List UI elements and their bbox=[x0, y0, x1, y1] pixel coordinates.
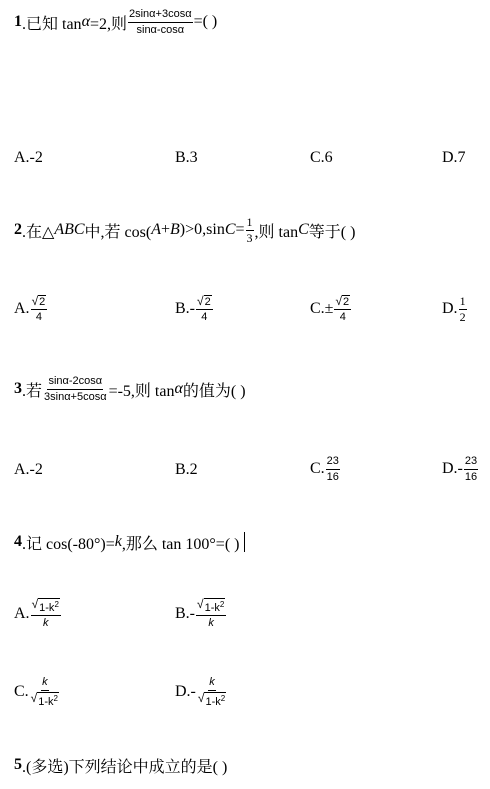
exponent: 2 bbox=[54, 600, 59, 609]
fraction-denominator: k bbox=[42, 617, 49, 629]
choice-prefix: D.- bbox=[175, 683, 196, 700]
fraction bbox=[197, 676, 227, 708]
choice-prefix: B. bbox=[175, 300, 190, 317]
choice-prefix: A. bbox=[14, 300, 30, 317]
choice-prefix: C. bbox=[14, 683, 29, 700]
radicand: 1-k bbox=[39, 602, 55, 614]
var-c: C bbox=[224, 221, 236, 238]
choice-prefix: C. bbox=[310, 300, 325, 317]
exponent: 2 bbox=[219, 600, 225, 609]
choice-a bbox=[14, 596, 62, 632]
fraction-numerator: 1 bbox=[246, 214, 253, 229]
question-5-stem bbox=[14, 754, 227, 776]
stem-text: )>0,sin bbox=[179, 221, 225, 238]
alpha-symbol: α bbox=[81, 13, 90, 30]
choice-b bbox=[175, 148, 198, 168]
stem-text: ,那么 tan 100°=( ) bbox=[121, 535, 240, 553]
fraction-denominator: 4 bbox=[201, 310, 208, 323]
fraction-denominator: k bbox=[208, 617, 214, 629]
fraction bbox=[464, 455, 478, 484]
fraction-numerator: 2sinα+3cosα bbox=[128, 8, 193, 23]
stem-text: .若 bbox=[22, 382, 43, 400]
radical bbox=[197, 691, 227, 708]
text-cursor bbox=[244, 532, 245, 552]
radical bbox=[196, 598, 226, 616]
stem-text: .记 cos(-80°)= bbox=[22, 535, 115, 553]
choice-prefix: D. bbox=[442, 300, 458, 317]
radical-sign: √ bbox=[30, 691, 38, 705]
fraction bbox=[30, 676, 60, 708]
stem-text: 中,若 cos( bbox=[84, 223, 152, 241]
fraction bbox=[31, 295, 48, 324]
fraction-numerator: 23 bbox=[464, 455, 478, 470]
radical bbox=[31, 295, 48, 310]
fraction bbox=[196, 295, 213, 324]
triangle-name: ABC bbox=[54, 221, 85, 238]
fraction-numerator: sinα-2cosα bbox=[47, 375, 103, 390]
choice-c bbox=[310, 452, 341, 486]
fraction-denominator: 4 bbox=[35, 310, 42, 323]
radical bbox=[30, 691, 60, 708]
stem-text: .在△ bbox=[22, 223, 55, 241]
radical bbox=[334, 295, 351, 310]
radicand: 2 bbox=[343, 295, 350, 308]
radical bbox=[196, 295, 213, 310]
var-b: B bbox=[170, 221, 180, 238]
radical-sign: √ bbox=[31, 597, 39, 611]
question-number: 3 bbox=[14, 380, 22, 397]
stem-text: ,则 tan bbox=[254, 223, 299, 241]
var-c: C bbox=[298, 221, 309, 238]
question-number: 1 bbox=[14, 13, 22, 30]
radicand: 2 bbox=[39, 295, 46, 308]
var-a: A bbox=[151, 221, 161, 238]
choice-prefix: B.- bbox=[175, 605, 195, 622]
choice-label: A.-2 bbox=[14, 461, 43, 478]
radical-sign: √ bbox=[197, 597, 204, 611]
choice-sign: - bbox=[189, 300, 195, 317]
question-number: 5 bbox=[14, 756, 22, 773]
choice-c bbox=[14, 674, 61, 710]
fraction-denominator: 16 bbox=[326, 470, 339, 483]
stem-text: .(多选)下列结论中成立的是( ) bbox=[22, 758, 228, 776]
question-2-stem bbox=[14, 215, 355, 245]
question-1-stem bbox=[14, 8, 217, 36]
choice-d bbox=[175, 674, 228, 710]
question-4-stem bbox=[14, 530, 245, 554]
question-number: 4 bbox=[14, 533, 22, 550]
stem-text: =( ) bbox=[193, 13, 218, 30]
choice-b bbox=[175, 460, 198, 480]
choice-prefix: D.- bbox=[442, 460, 463, 477]
radicand: 1-k bbox=[38, 696, 54, 708]
choice-prefix: C. bbox=[310, 460, 325, 477]
fraction bbox=[459, 295, 467, 324]
choice-label: A.-2 bbox=[14, 149, 43, 166]
radical bbox=[31, 598, 61, 616]
radicand: 1-k bbox=[205, 696, 221, 708]
var-k: k bbox=[114, 533, 122, 550]
fraction-numerator: 1 bbox=[459, 293, 466, 308]
exponent: 2 bbox=[53, 694, 58, 703]
stem-text: =-5,则 tan bbox=[108, 382, 175, 400]
choice-d bbox=[442, 452, 479, 486]
fraction bbox=[246, 216, 254, 245]
radical-sign: √ bbox=[31, 293, 39, 308]
choice-sign: ± bbox=[324, 300, 334, 317]
question-number: 2 bbox=[14, 221, 22, 238]
stem-text: + bbox=[160, 221, 171, 238]
choice-prefix: A. bbox=[14, 605, 30, 622]
choice-label: D.7 bbox=[442, 149, 466, 166]
radicand: 1-k bbox=[204, 602, 220, 614]
choice-label: C.6 bbox=[310, 149, 333, 166]
fraction bbox=[31, 598, 61, 630]
fraction-denominator: 2 bbox=[459, 309, 466, 324]
stem-text: =2,则 bbox=[89, 15, 127, 33]
fraction-numerator: k bbox=[208, 676, 216, 691]
fraction bbox=[43, 375, 108, 404]
choice-d bbox=[442, 292, 468, 326]
radical-sign: √ bbox=[197, 293, 204, 308]
fraction-numerator: 23 bbox=[326, 455, 340, 470]
stem-text: .已知 tan bbox=[22, 15, 82, 33]
fraction bbox=[334, 295, 351, 324]
fraction bbox=[326, 455, 340, 484]
fraction-denominator: 3sinα+5cosα bbox=[44, 390, 107, 403]
choice-label: B.2 bbox=[175, 461, 198, 478]
fraction-denominator: 4 bbox=[339, 310, 346, 323]
choice-c bbox=[310, 148, 333, 168]
fraction-denominator: 16 bbox=[464, 470, 478, 483]
question-3-stem bbox=[14, 374, 246, 404]
radical-sign: √ bbox=[335, 293, 343, 308]
radicand: 2 bbox=[204, 295, 211, 308]
choice-d bbox=[442, 148, 466, 168]
fraction bbox=[196, 598, 226, 630]
stem-text: = bbox=[235, 221, 245, 238]
fraction-denominator: 3 bbox=[246, 230, 253, 245]
choice-a bbox=[14, 460, 43, 480]
exponent: 2 bbox=[220, 694, 226, 703]
alpha-symbol: α bbox=[174, 380, 183, 397]
fraction-numerator: k bbox=[41, 676, 49, 691]
radical-sign: √ bbox=[197, 691, 205, 705]
fraction-denominator: sinα-cosα bbox=[136, 23, 185, 36]
choice-label: B.3 bbox=[175, 149, 198, 166]
choice-b bbox=[175, 292, 214, 326]
choice-a bbox=[14, 148, 43, 168]
fraction bbox=[128, 8, 193, 37]
choice-a bbox=[14, 292, 48, 326]
choice-c bbox=[310, 292, 352, 326]
choice-b bbox=[175, 596, 227, 632]
stem-text: 的值为( ) bbox=[182, 382, 246, 400]
stem-text: 等于( ) bbox=[308, 223, 356, 241]
